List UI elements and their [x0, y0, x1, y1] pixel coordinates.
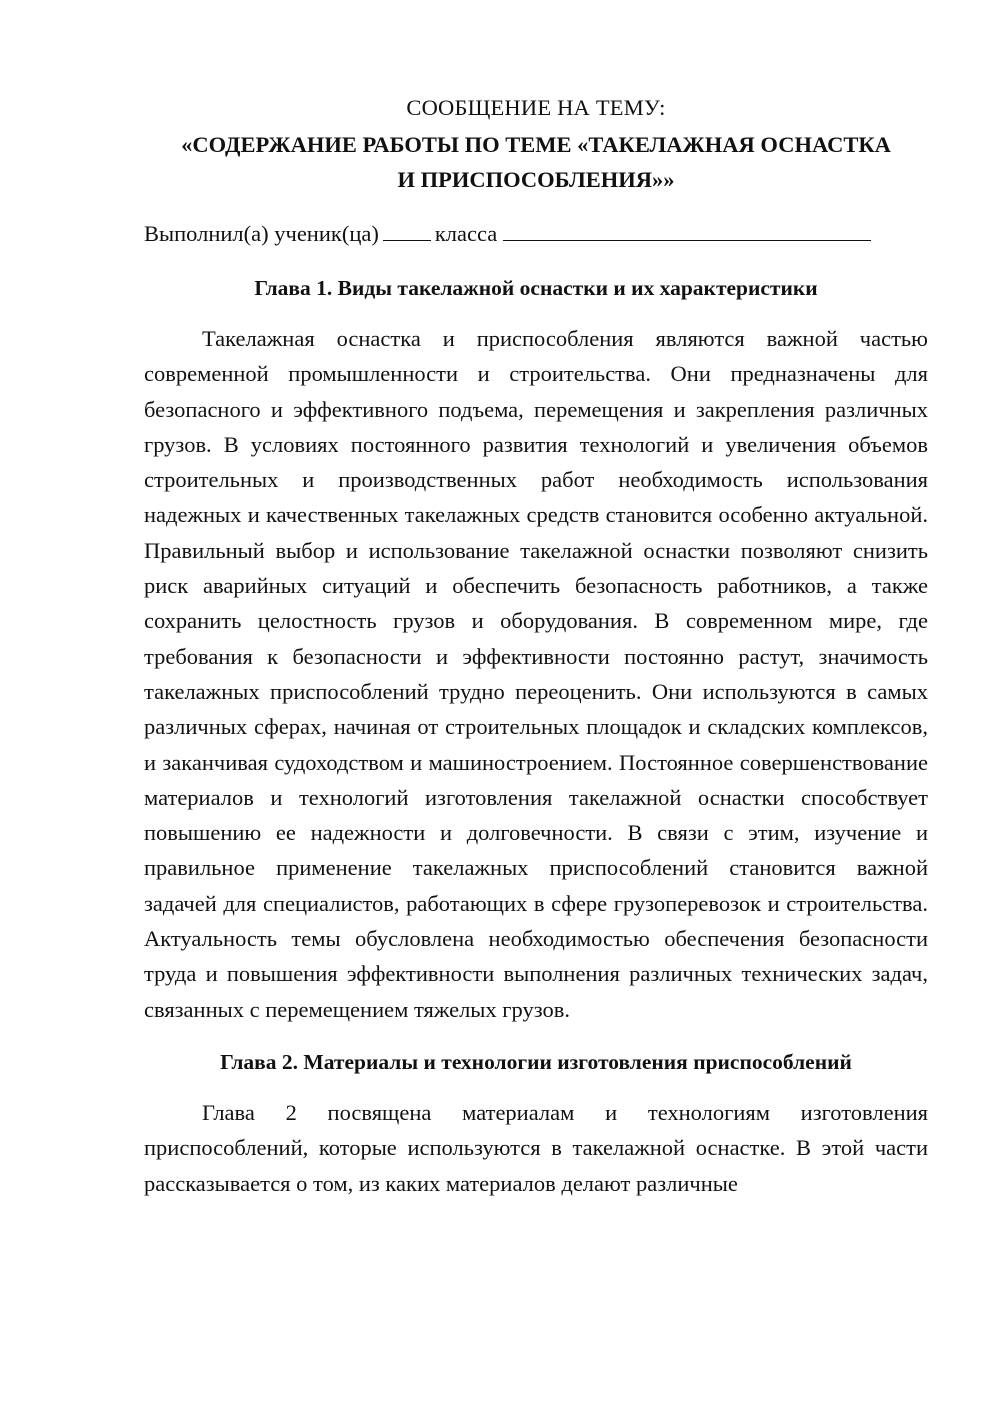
topic-title-line-2: И ПРИСПОСОБЛЕНИЯ»» [397, 167, 675, 192]
chapter-1-title: Глава 1. Виды такелажной оснастки и их характеристики [254, 276, 818, 300]
name-blank-field[interactable] [503, 220, 871, 241]
author-prefix: Выполнил(а) ученик(ца) [144, 221, 379, 246]
chapter-2-paragraph: Глава 2 посвящена материалам и технологиям изготовления приспособлений, которые используются в такелажной оснастке. В этой части рассказывается о том, из каких материалов делают различные [144, 1099, 928, 1196]
document-body [144, 90, 928, 1201]
class-label: класса [434, 221, 498, 246]
grade-blank-field[interactable] [383, 220, 431, 241]
chapter-2-title: Глава 2. Материалы и технологии изготовления приспособлений [220, 1049, 852, 1074]
chapter-1-paragraph: Такелажная оснастка и приспособления являются важной частью современной промышленности и строительства. Они предназначены для безопасного и эффективного подъема, перемещения и закрепления различных грузов. В условиях постоянного развития технологий и увеличения объемов строительных и производственных работ необходимость использования надежных и качественных такелажных средств становится особенно актуальной. Правильный выбор и использование такелажной оснастки позволяют снизить риск аварийных ситуаций и обеспечить безопасность работников, а также сохранить целостность грузов и оборудования. В современном мире, где требования к безопасности и эффективности постоянно растут, значимость такелажных приспособлений трудно переоценить. Они используются в самых различных сферах, начиная от строительных площадок и складских комплексов, и заканчивая судоходством и машиностроением. Постоянное совершенствование материалов и технологий изготовления такелажной оснастки способствует повышению ее надежности и долговечности. В связи с этим, изучение и правильное применение такелажных приспособлений становится важной задачей для специалистов, работающих в сфере грузоперевозок и строительства. Актуальность темы обусловлена необходимостью обеспечения безопасности труда и повышения эффективности выполнения различных технических задач, связанных с перемещением тяжелых грузов. [144, 326, 928, 1022]
document-type-heading: СООБЩЕНИЕ НА ТЕМУ: [406, 95, 666, 120]
topic-title-line-1: «СОДЕРЖАНИЕ РАБОТЫ ПО ТЕМЕ «ТАКЕЛАЖНАЯ ОСНАСТКА [181, 132, 891, 157]
author-line [144, 216, 928, 251]
